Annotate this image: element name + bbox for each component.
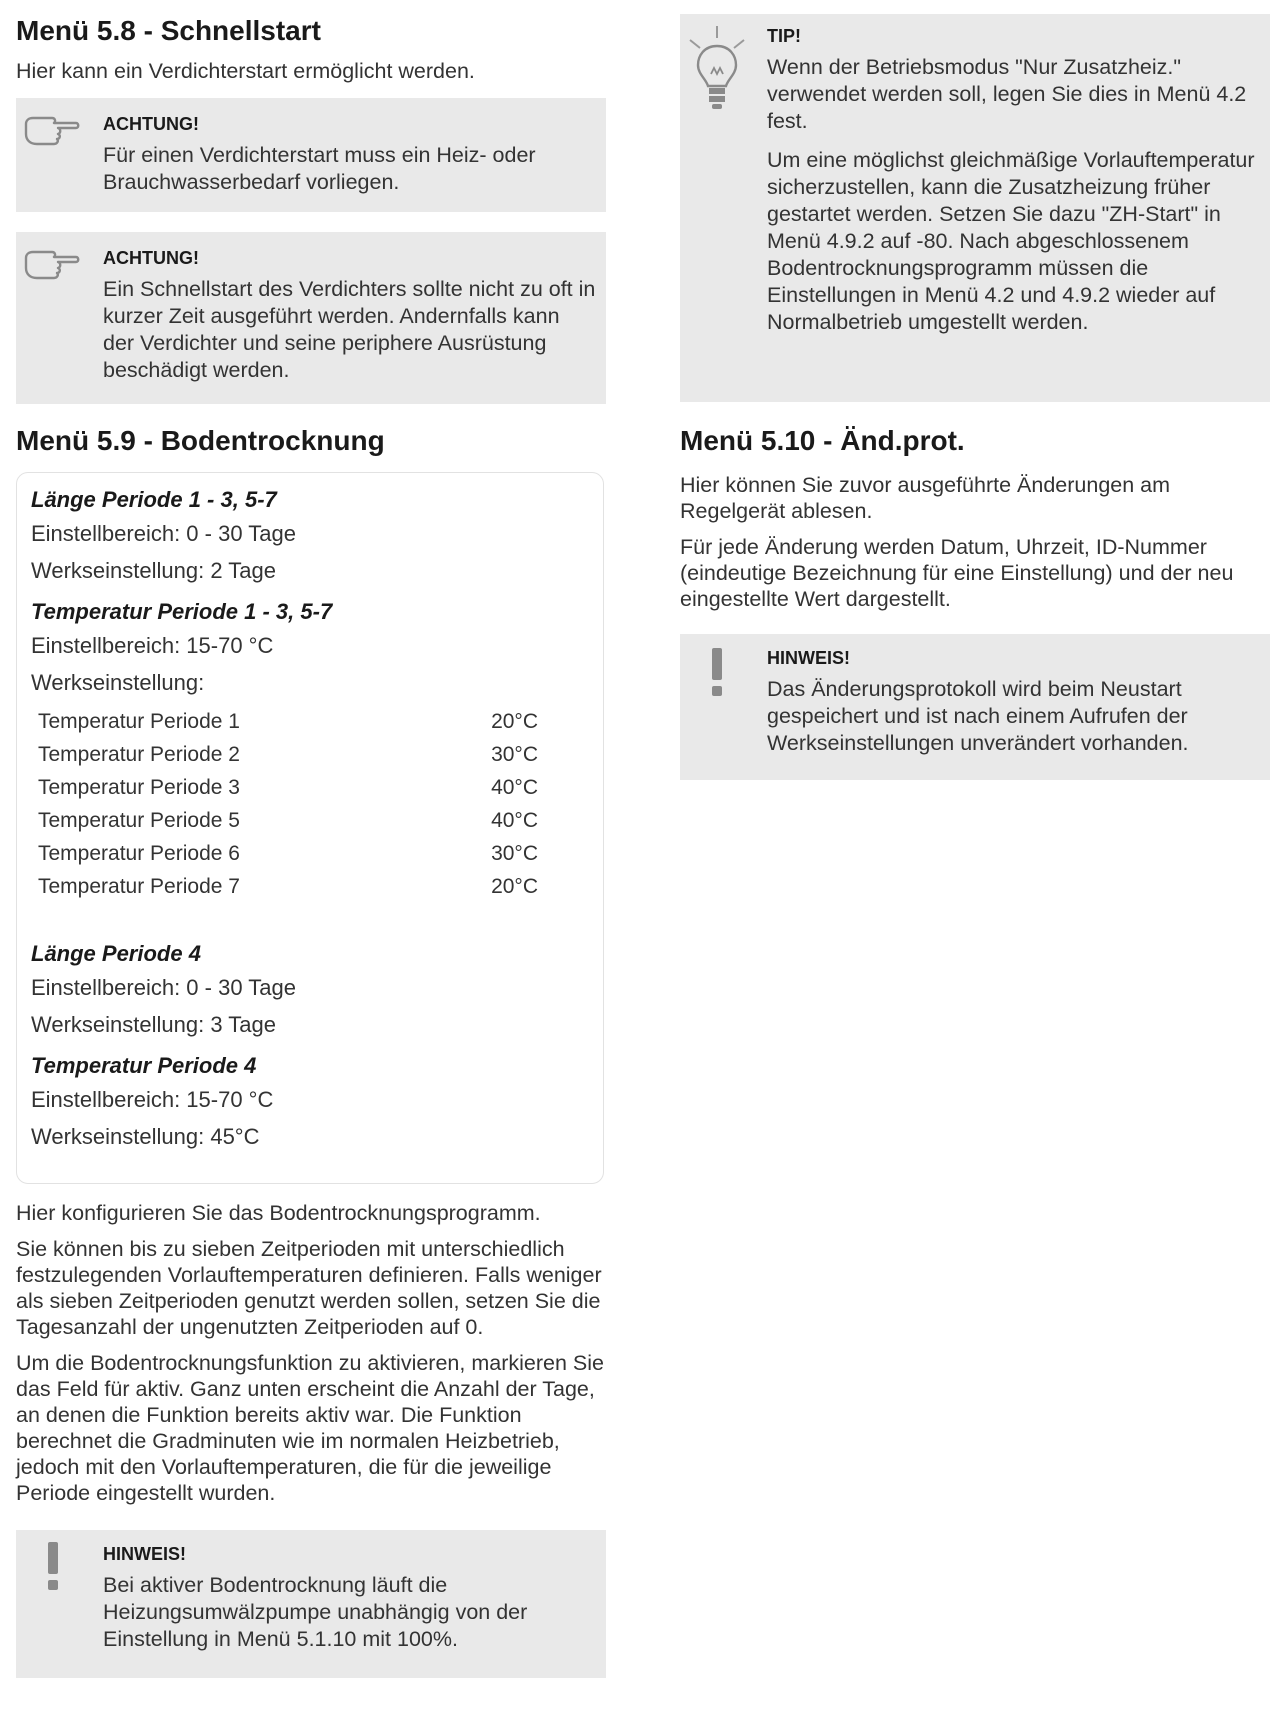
warning-text: Für einen Verdichterstart muss ein Heiz- oder Brauchwasserbedarf vorliegen. [103, 143, 536, 194]
paragraph-5-9-1: Hier konfigurieren Sie das Bodentrocknungsprogramm. [16, 1201, 541, 1225]
setting-heading: Temperatur Periode 4 [31, 1053, 257, 1078]
paragraph-5-9-3: Um die Bodentrocknungsfunktion zu aktivieren, markieren Sie das Feld für aktiv. Ganz unten erscheint die Anzahl der Tage, an denen die Funktion bereits aktiv war. Die Funktion berechnet die Gradminuten wie im normalen Heizbetrieb, jedoch mit den Vorlauftemperaturen, die für die jeweilige Periode eingestellt wurden. [16, 1351, 604, 1505]
lightbulb-icon [684, 24, 750, 121]
note-text: Bei aktiver Bodentrocknung läuft die Heizungsumwälzpumpe unabhängig von der Einstellung in Menü 5.1.10 mit 100%. [103, 1573, 528, 1651]
row-label: Temperatur Periode 7 [38, 875, 240, 898]
setting-factory: Werkseinstellung: [31, 670, 205, 695]
note-box [16, 1530, 606, 1678]
section-title-5-9: Menü 5.9 - Bodentrocknung [16, 425, 385, 456]
row-value: 30°C [491, 743, 538, 766]
row-value: 30°C [491, 842, 538, 865]
note-text: Das Änderungsprotokoll wird beim Neustart gespeichert und ist nach einem Aufrufen der Werkseinstellungen unverändert vorhanden. [767, 677, 1189, 755]
right-column [680, 0, 1270, 780]
setting-factory: Werkseinstellung: 2 Tage [31, 558, 276, 583]
row-label: Temperatur Periode 2 [38, 743, 240, 766]
row-label: Temperatur Periode 5 [38, 809, 240, 832]
setting-temperature-1-3-5-7 [31, 597, 589, 903]
exclamation-icon [708, 646, 726, 703]
table-row [38, 738, 538, 771]
pointing-hand-icon [22, 244, 80, 289]
setting-range: Einstellbereich: 15-70 °C [31, 1087, 274, 1112]
paragraph-5-10-1: Hier können Sie zuvor ausgeführte Änderungen am Regelgerät ablesen. [680, 473, 1171, 523]
paragraph-5-10-2: Für jede Änderung werden Datum, Uhrzeit, ID-Nummer (eindeutige Bezeichnung für eine Einstellung) und der neu eingestellte Wert dargestellt. [680, 535, 1234, 611]
row-value: 20°C [491, 710, 538, 733]
temperature-table [38, 705, 538, 903]
table-row [38, 870, 538, 903]
setting-temperature-4 [31, 1051, 589, 1155]
settings-box [16, 472, 604, 1184]
setting-heading: Länge Periode 4 [31, 941, 201, 966]
intro-5-8: Hier kann ein Verdichterstart ermöglicht werden. [16, 59, 475, 83]
row-value: 20°C [491, 875, 538, 898]
setting-range: Einstellbereich: 0 - 30 Tage [31, 975, 296, 1000]
section-title-5-8: Menü 5.8 - Schnellstart [16, 15, 321, 46]
note-title: HINWEIS! [767, 648, 850, 668]
warning-text: Ein Schnellstart des Verdichters sollte nicht zu oft in kurzer Zeit ausgeführt werden. Andernfalls kann der Verdichter und seine periphere Ausrüstung beschädigt werden. [103, 277, 596, 382]
left-column [16, 0, 606, 1678]
warning-title: ACHTUNG! [103, 248, 199, 268]
setting-factory: Werkseinstellung: 45°C [31, 1124, 260, 1149]
warning-box-1 [16, 98, 606, 212]
setting-heading: Temperatur Periode 1 - 3, 5-7 [31, 599, 333, 624]
row-label: Temperatur Periode 1 [38, 710, 240, 733]
tip-text-1: Wenn der Betriebsmodus "Nur Zusatzheiz." verwendet werden soll, legen Sie dies in Menü 4.2 fest. [767, 55, 1247, 133]
table-row [38, 705, 538, 738]
section-title-5-10: Menü 5.10 - Änd.prot. [680, 425, 965, 456]
pointing-hand-icon [22, 110, 80, 155]
tip-title: TIP! [767, 26, 801, 46]
tip-text-2: Um eine möglichst gleichmäßige Vorlauftemperatur sicherzustellen, kann die Zusatzheizung früher gestartet werden. Setzen Sie dazu "ZH-Start" in Menü 4.9.2 auf -80. Nach abgeschlossenem Bodentrocknungsprogramm müssen die Einstellungen in Menü 4.2 und 4.9.2 wieder auf Normalbetrieb umgestellt werden. [767, 148, 1255, 334]
note-title: HINWEIS! [103, 1544, 186, 1564]
setting-length-1-3-5-7 [31, 485, 589, 589]
setting-range: Einstellbereich: 0 - 30 Tage [31, 521, 296, 546]
setting-heading: Länge Periode 1 - 3, 5-7 [31, 487, 277, 512]
table-row [38, 771, 538, 804]
warning-box-2 [16, 232, 606, 404]
row-value: 40°C [491, 776, 538, 799]
table-row [38, 804, 538, 837]
paragraph-5-9-2: Sie können bis zu sieben Zeitperioden mit unterschiedlich festzulegenden Vorlauftemperaturen definieren. Falls weniger als sieben Zeitperioden genutzt werden sollen, setzen Sie die Tagesanzahl der ungenutzten Zeitperioden auf 0. [16, 1237, 602, 1339]
exclamation-icon [44, 1540, 62, 1597]
row-label: Temperatur Periode 6 [38, 842, 240, 865]
setting-length-4 [31, 939, 589, 1043]
note-box [680, 634, 1270, 780]
warning-title: ACHTUNG! [103, 114, 199, 134]
table-row [38, 837, 538, 870]
row-value: 40°C [491, 809, 538, 832]
setting-range: Einstellbereich: 15-70 °C [31, 633, 274, 658]
setting-factory: Werkseinstellung: 3 Tage [31, 1012, 276, 1037]
row-label: Temperatur Periode 3 [38, 776, 240, 799]
tip-box [680, 14, 1270, 402]
